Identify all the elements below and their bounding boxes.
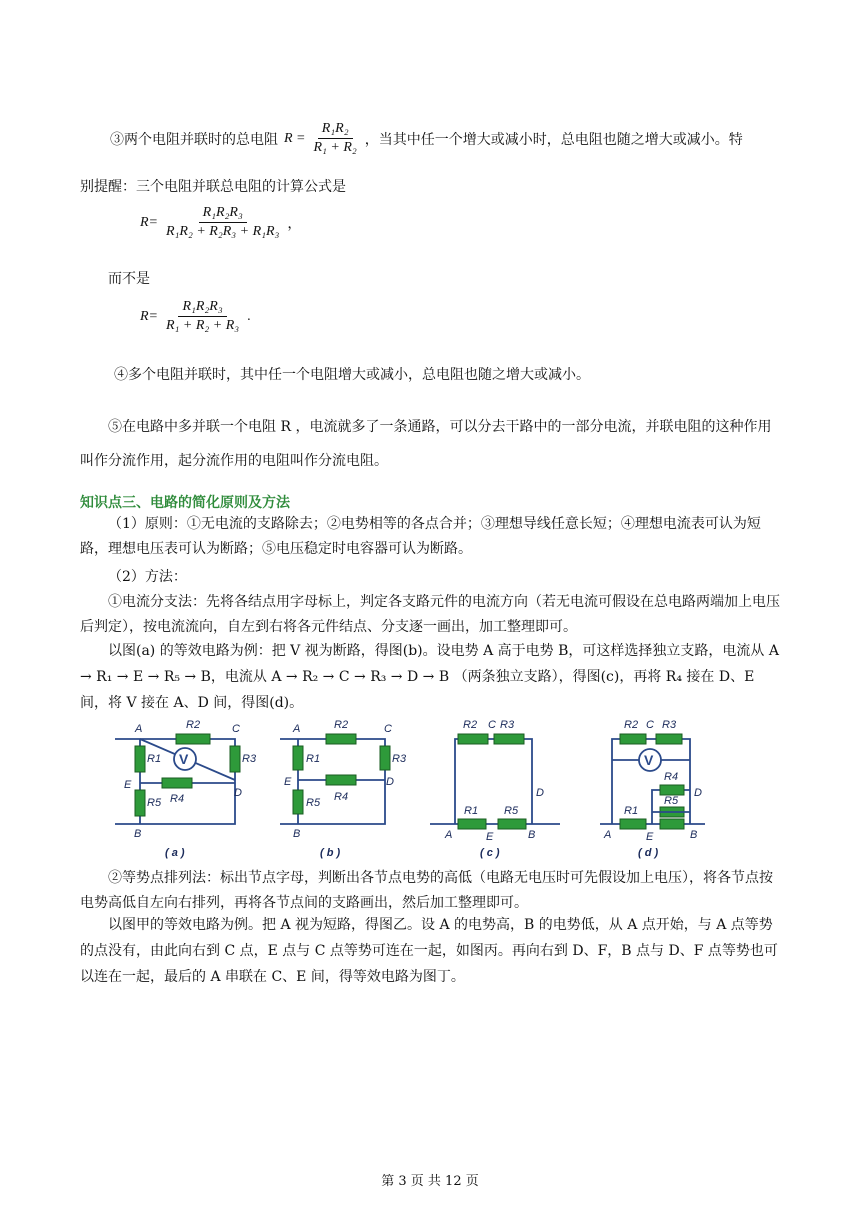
para-3-line2: 别提醒：三个电阻并联总电阻的计算公式是 [80, 179, 346, 195]
label-R5-d: R5 [664, 795, 679, 807]
method-title: （2）方法： [108, 569, 187, 585]
para-4: ④多个电阻并联时，其中任一个电阻增大或减小，总电阻也随之增大或减小。 [114, 367, 590, 383]
label-D-c: D [536, 787, 544, 799]
label-E-a: E [124, 779, 132, 791]
page-footer: 第 3 页 共 12 页 [381, 1174, 479, 1189]
label-R3-d: R3 [662, 719, 677, 731]
voltmeter-label-a: V [179, 751, 189, 767]
resistor-r2-a [176, 734, 210, 744]
formula-numerator: R₁R₂ [318, 120, 353, 139]
circuit-figures [0, 712, 860, 862]
label-R2-a: R2 [186, 719, 201, 731]
label-R1-a: R1 [147, 753, 162, 765]
para-3-lead: ③两个电阻并联时的总电阻 [110, 131, 278, 148]
resistor-r4-d [660, 785, 684, 795]
formula-2-numerator: R₁R₂R₃ [199, 204, 247, 223]
label-E-b: E [284, 776, 292, 788]
resistor-r3-d [656, 734, 682, 744]
label-R1-c: R1 [464, 805, 479, 817]
resistor-r1-b [293, 746, 303, 770]
label-D-a: D [234, 787, 242, 799]
resistor-r2-b [326, 734, 356, 744]
resistor-r4-b [326, 775, 356, 785]
para-3-tail: ，当其中任一个增大或减小时，总电阻也随之增大或减小。特 [364, 131, 743, 148]
para-5: ⑤在电路中多并联一个电阻 R ，电流就多了一条通路，可以分去干路中的一部分电流，并联电阻的这种作用叫作分流作用，起分流作用的电阻叫作分流电阻。 [80, 419, 772, 469]
formula-3-lhs: R= [140, 308, 158, 324]
not-line: 而不是 [108, 271, 150, 287]
formula-2 [140, 204, 301, 241]
section-heading: 知识点三、电路的简化原则及方法 [80, 495, 290, 511]
label-A-a: A [135, 723, 143, 735]
formula-3-tail: . [247, 308, 251, 324]
label-A-b: A [293, 723, 301, 735]
caption-a: ( a ) [165, 847, 185, 859]
label-R2-b: R2 [334, 719, 349, 731]
resistor-r1-c [458, 819, 486, 829]
label-R1-b: R1 [306, 753, 321, 765]
formula-fraction [310, 120, 361, 157]
resistor-r5-b [293, 790, 303, 814]
formula-denominator: R₁ + R₂ [313, 140, 357, 155]
label-A-d: A [604, 829, 612, 841]
label-R4-a: R4 [170, 793, 185, 805]
example-1: 以图(a) 的等效电路为例：把 V 视为断路，得图(b)。设电势 A 高于电势 B，可这样选择独立支路，电流从 A → R₁ → E → R₅ → B，电流从 A → R₂ → C → R₃ → D → B （两条独立支路），得图(c)，再将 R₄ 接在 D、E 间，将 V 接在 A、D 间，得图(d)。 [80, 643, 779, 711]
resistor-r3-a [230, 746, 240, 772]
label-D-d: D [694, 787, 702, 799]
resistor-r1-d [620, 819, 646, 829]
caption-b: ( b ) [320, 847, 341, 859]
caption-d: ( d ) [638, 847, 659, 859]
resistor-r5-a [135, 790, 145, 816]
formula-3-numerator: R₁R₂R₃ [178, 298, 226, 317]
label-R4-b: R4 [334, 791, 349, 803]
label-R5-c: R5 [504, 805, 519, 817]
label-C-d: C [646, 719, 654, 731]
resistor-r2-d [620, 734, 646, 744]
circuit-b [280, 719, 407, 859]
formula-2-lhs: R= [140, 214, 158, 230]
label-A-c: A [445, 829, 453, 841]
label-B-b: B [293, 828, 301, 840]
resistor-r3-c [494, 734, 524, 744]
label-R3-c: R3 [500, 719, 515, 731]
resistor-r3-b [380, 746, 390, 770]
label-B-d: B [690, 829, 698, 841]
resistor-r4-a [162, 778, 192, 788]
label-E-c: E [486, 831, 494, 843]
formula-2-fraction [162, 204, 283, 241]
resistor-r5b-d [660, 819, 684, 829]
resistor-r5-c [498, 819, 526, 829]
formula-lhs: R = [284, 130, 306, 146]
label-R2-d: R2 [624, 719, 639, 731]
circuit-a [115, 719, 257, 859]
label-B-c: B [528, 829, 536, 841]
label-R4-d: R4 [664, 771, 679, 783]
method-1: ①电流分支法：先将各结点用字母标上，判定各支路元件的电流方向（若无电流可假设在总电路两端加上电压后判定），按电流流向，自左到右将各元件结点、分支逐一画出，加工整理即可。 [80, 594, 780, 635]
label-C-c: C [488, 719, 496, 731]
voltmeter-label-d: V [644, 752, 654, 768]
label-R3-b: R3 [392, 753, 407, 765]
formula-3-denominator: R₁ + R₂ + R₃ [166, 318, 240, 333]
label-R5-b: R5 [306, 797, 321, 809]
label-R1-d: R1 [624, 805, 639, 817]
label-R2-c: R2 [463, 719, 478, 731]
method-2: ②等势点排列法：标出节点字母，判断出各节点电势的高低（电路无电压时可先假设加上电压），将各节点按电势高低自左向右排列，再将各节点间的支路画出，然后加工整理即可。 [80, 870, 773, 911]
label-C-b: C [384, 723, 392, 735]
resistor-r1-a [135, 746, 145, 772]
formula-2-denominator: R₁R₂ + R₂R₃ + R₁R₃ [166, 224, 280, 239]
para-3 [110, 120, 790, 157]
formula-2-tail: ， [287, 216, 302, 232]
resistor-r2-c [458, 734, 488, 744]
label-B-a: B [134, 828, 142, 840]
label-E-d: E [646, 831, 654, 843]
formula-3 [140, 298, 251, 335]
formula-3-fraction [162, 298, 243, 335]
example-2: 以图甲的等效电路为例。把 A 视为短路，得图乙。设 A 的电势高，B 的电势低，从 A 点开始，与 A 点等势的点没有，由此向右到 C 点，E 点与 C 点等势可连在一起，如图丙。再向右到 D、F，B 点与 D、F 点等势也可以连在一起，最后的 A 串联在 C、E 间，得等效电路为图丁。 [80, 917, 778, 985]
caption-c: ( c ) [480, 847, 500, 859]
label-R5-a: R5 [147, 797, 162, 809]
label-D-b: D [386, 776, 394, 788]
label-C-a: C [232, 723, 240, 735]
circuit-d [600, 719, 705, 859]
label-R3-a: R3 [242, 753, 257, 765]
circuit-c [430, 719, 560, 859]
principle: （1）原则：①无电流的支路除去；②电势相等的各点合并；③理想导线任意长短；④理想电流表可认为短路，理想电压表可认为断路；⑤电压稳定时电容器可认为断路。 [80, 516, 761, 557]
